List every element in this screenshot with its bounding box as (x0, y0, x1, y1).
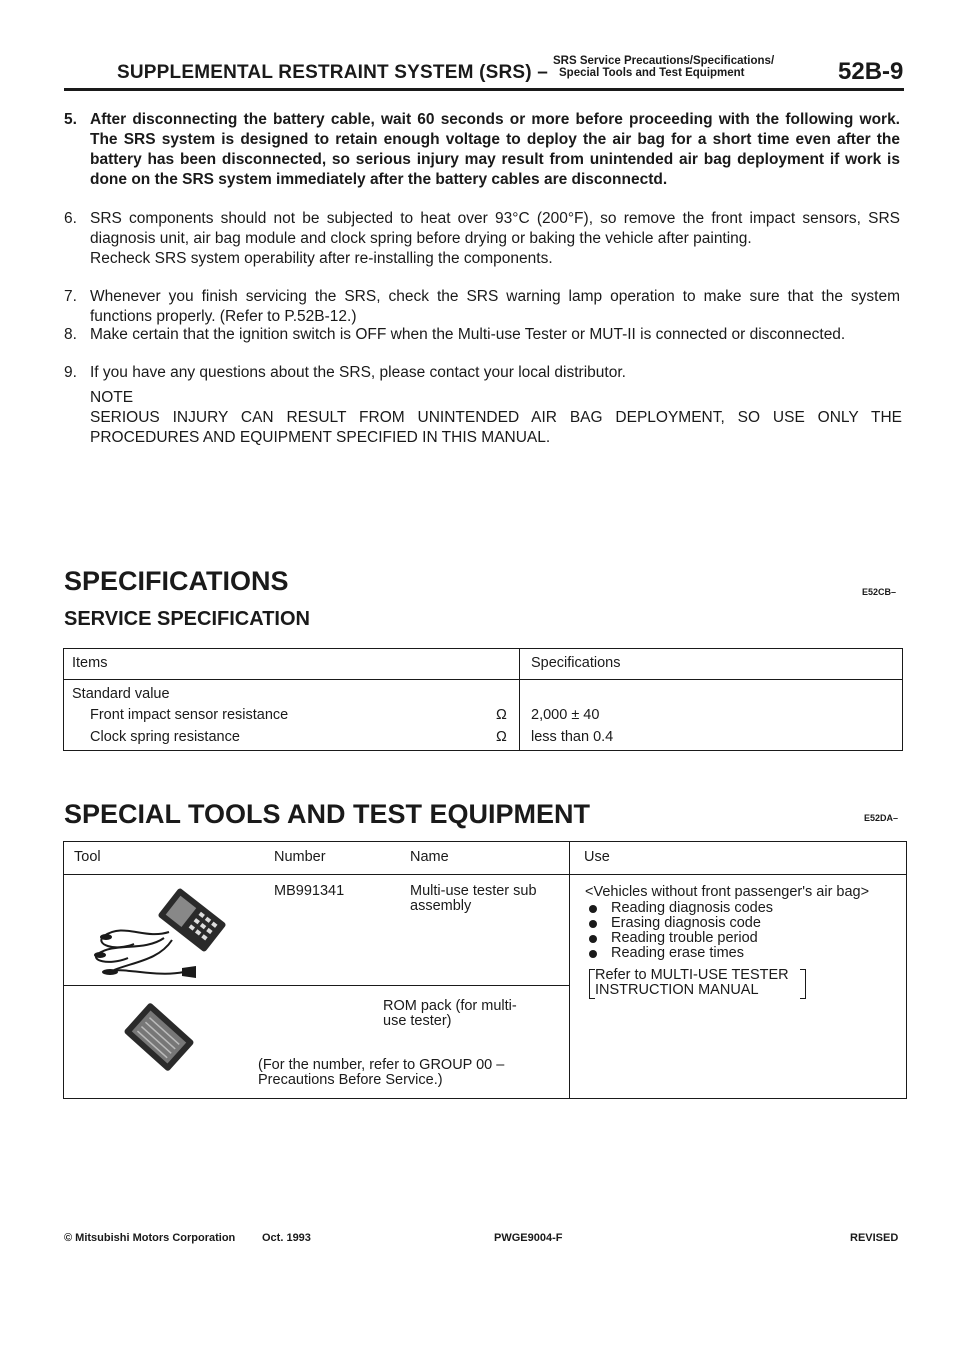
tool-number: MB991341 (274, 883, 345, 899)
item-text-2: Recheck SRS system operability after re-installing the components. (90, 250, 553, 267)
header-subtitle (553, 55, 774, 79)
precaution-item-6 (64, 209, 900, 269)
rom-pack-illustration (109, 990, 209, 1085)
tool-name-line2: use tester) (383, 1013, 452, 1029)
use-bullet-list (585, 901, 900, 961)
precaution-item-8 (64, 325, 900, 345)
row-value: less than 0.4 (531, 729, 614, 745)
tool-name (410, 884, 537, 914)
note-label: NOTE (90, 389, 134, 406)
footer-date: Oct. 1993 (262, 1232, 311, 1244)
tool-use (585, 885, 900, 998)
service-specification-table (63, 648, 903, 751)
multi-use-tester-illustration (84, 882, 244, 982)
special-tools-code: E52DA– (864, 813, 899, 823)
precaution-item-5 (64, 110, 900, 190)
service-specification-heading: SERVICE SPECIFICATION (64, 608, 310, 630)
use-bullet-item: Reading diagnosis codes (611, 901, 900, 916)
footer-copyright: © Mitsubishi Motors Corporation (64, 1232, 236, 1244)
specifications-heading: SPECIFICATIONS (64, 566, 289, 596)
precaution-item-9 (64, 363, 900, 383)
use-reference-bracketed (589, 968, 806, 998)
tool-number-reference (258, 1058, 504, 1088)
special-tools-heading: SPECIAL TOOLS AND TEST EQUIPMENT (64, 799, 591, 829)
use-bullet-item: Erasing diagnosis code (611, 916, 900, 931)
precaution-item-7 (64, 287, 900, 327)
col-header-items: Items (72, 655, 108, 671)
header-subtitle-line1: SRS Service Precautions/Specifications/ (553, 55, 775, 67)
item-text: Whenever you finish servicing the SRS, check the SRS warning lamp operation to make sure that the system functions properly. (Refer to P.52B-12.) (90, 288, 900, 325)
warning-note (90, 388, 902, 448)
left-bracket (589, 969, 595, 999)
item-text: Make certain that the ignition switch is OFF when the Multi-use Tester or MUT-II is connected or disconnected. (90, 326, 846, 343)
specifications-code: E52CB– (862, 587, 897, 597)
item-text: SRS components should not be subjected to heat over 93°C (200°F), so remove the front impact sensors, SRS diagnosis unit, air bag module and clock spring before drying or baking the vehicle after painting. (90, 210, 900, 247)
note-text: SERIOUS INJURY CAN RESULT FROM UNINTENDED AIR BAG DEPLOYMENT, SO USE ONLY THE PROCEDURES AND EQUIPMENT SPECIFIED IN THIS MANUAL. (90, 409, 902, 446)
header-rule (64, 88, 904, 91)
header-subtitle-line2: Special Tools and Test Equipment (559, 67, 745, 79)
item-number: 8. (64, 326, 77, 343)
col-header-use: Use (584, 849, 610, 865)
bullet-icon (589, 905, 597, 913)
tool-name-line1: ROM pack (for multi- (383, 998, 517, 1014)
row-group-standard-value: Standard value (72, 686, 170, 702)
item-text: If you have any questions about the SRS, please contact your local distributor. (90, 364, 626, 381)
row-unit: Ω (496, 707, 507, 723)
header-title: SUPPLEMENTAL RESTRAINT SYSTEM (SRS) – (117, 62, 549, 83)
row-item: Clock spring resistance (90, 729, 240, 745)
right-bracket (800, 969, 806, 999)
footer-code: PWGE9004-F (494, 1232, 563, 1244)
use-bullet-item: Reading erase times (611, 946, 900, 961)
col-header-name: Name (410, 849, 449, 865)
item-text: After disconnecting the battery cable, wait 60 seconds or more before proceeding with the following work. The SRS system is designed to retain enough voltage to deploy the air bag for a short time even after the battery has been disconnected, so serious injury may result from unintended air bag deployment if work is done on the SRS system immediately after the battery cables are disconnectd. (90, 111, 900, 188)
reference-line2: Precautions Before Service.) (258, 1072, 443, 1088)
use-reference-line1: Refer to MULTI-USE TESTER (595, 967, 789, 983)
bullet-icon (589, 920, 597, 928)
tool-name-line2: assembly (410, 898, 472, 914)
col-header-specifications: Specifications (531, 655, 621, 671)
row-item: Front impact sensor resistance (90, 707, 289, 723)
col-header-tool: Tool (74, 849, 101, 865)
bullet-icon (589, 935, 597, 943)
reference-line1: (For the number, refer to GROUP 00 – (258, 1057, 505, 1073)
item-number: 5. (64, 111, 77, 128)
tool-name-line1: Multi-use tester sub (410, 883, 537, 899)
use-bullet-item: Reading trouble period (611, 931, 900, 946)
row-unit: Ω (496, 729, 507, 745)
use-intro: <Vehicles without front passenger's air bag> (585, 884, 870, 900)
row-value: 2,000 ± 40 (531, 707, 600, 723)
tool-name (383, 999, 517, 1029)
item-number: 9. (64, 364, 77, 381)
footer-status: REVISED (850, 1232, 899, 1244)
item-number: 7. (64, 288, 77, 305)
bullet-icon (589, 950, 597, 958)
item-number: 6. (64, 210, 77, 227)
special-tools-table (63, 841, 907, 1099)
page-number: 52B-9 (838, 58, 904, 85)
use-reference-line2: INSTRUCTION MANUAL (595, 982, 759, 998)
col-header-number: Number (274, 849, 326, 865)
